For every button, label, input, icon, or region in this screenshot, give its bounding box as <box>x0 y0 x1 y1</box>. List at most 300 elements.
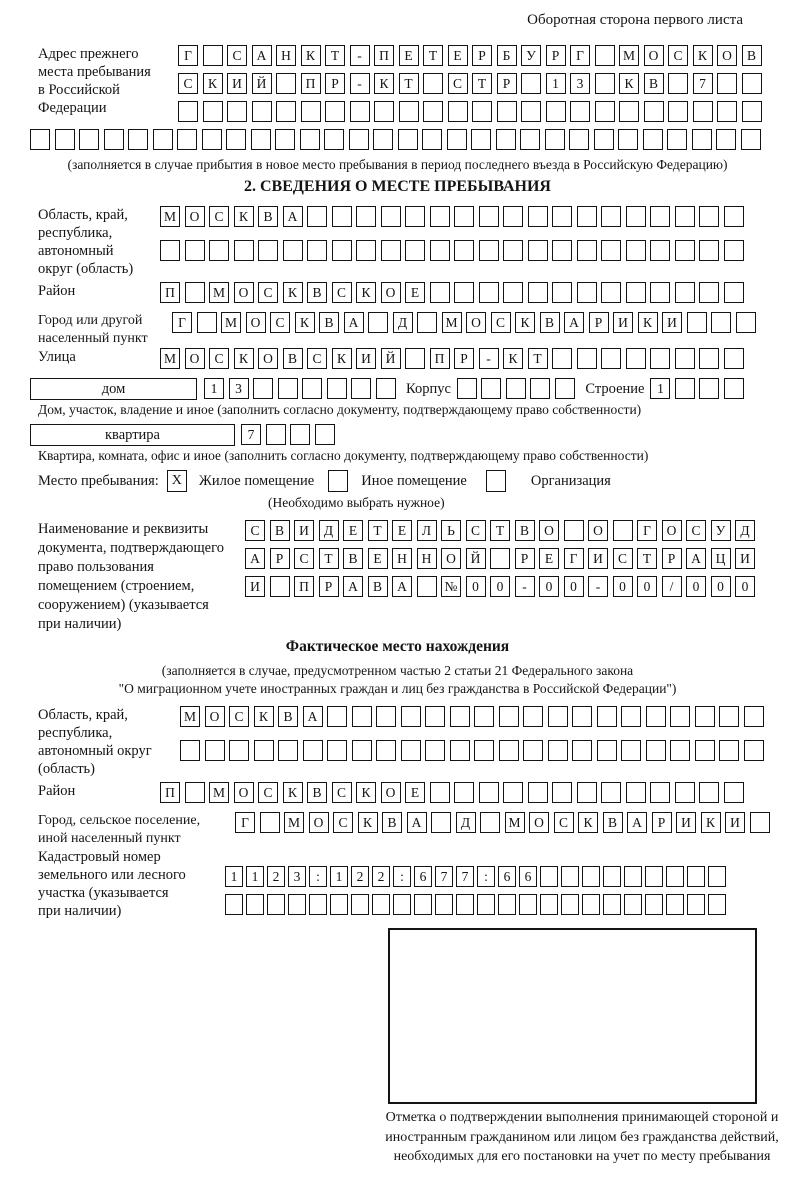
char-cell[interactable] <box>393 894 411 915</box>
char-cell[interactable] <box>253 378 273 399</box>
char-cell[interactable]: О <box>539 520 559 541</box>
char-cell[interactable]: К <box>234 206 254 227</box>
char-cell[interactable]: П <box>160 782 180 803</box>
char-cell[interactable]: 1 <box>204 378 224 399</box>
char-cell[interactable] <box>479 206 499 227</box>
char-cell[interactable] <box>699 206 719 227</box>
char-cell[interactable]: Е <box>539 548 559 569</box>
char-cell[interactable] <box>227 101 247 122</box>
char-cell[interactable]: Ц <box>711 548 731 569</box>
char-cell[interactable]: И <box>294 520 314 541</box>
char-cell[interactable]: Е <box>405 282 425 303</box>
char-cell[interactable]: В <box>307 282 327 303</box>
char-cell[interactable] <box>687 312 707 333</box>
char-cell[interactable]: С <box>294 548 314 569</box>
char-cell[interactable] <box>450 740 470 761</box>
char-cell[interactable] <box>330 894 348 915</box>
checkbox-organization[interactable] <box>486 470 506 492</box>
char-cell[interactable]: В <box>278 706 298 727</box>
char-cell[interactable] <box>552 206 572 227</box>
char-cell[interactable] <box>301 101 321 122</box>
char-cell[interactable]: К <box>254 706 274 727</box>
char-cell[interactable]: Й <box>381 348 401 369</box>
char-cell[interactable] <box>325 101 345 122</box>
char-cell[interactable] <box>30 129 50 150</box>
char-cell[interactable]: : <box>477 866 495 887</box>
char-cell[interactable] <box>521 101 541 122</box>
char-cell[interactable] <box>454 240 474 261</box>
char-cell[interactable] <box>626 240 646 261</box>
char-cell[interactable]: К <box>374 73 394 94</box>
char-cell[interactable] <box>719 706 739 727</box>
char-cell[interactable] <box>290 424 310 445</box>
char-cell[interactable]: Т <box>490 520 510 541</box>
char-cell[interactable] <box>474 740 494 761</box>
char-cell[interactable] <box>594 129 614 150</box>
char-cell[interactable] <box>545 129 565 150</box>
char-cell[interactable] <box>741 129 761 150</box>
char-cell[interactable] <box>555 378 575 399</box>
char-cell[interactable] <box>519 894 537 915</box>
char-cell[interactable] <box>430 206 450 227</box>
char-cell[interactable]: Г <box>178 45 198 66</box>
char-cell[interactable] <box>744 740 764 761</box>
char-cell[interactable]: 2 <box>372 866 390 887</box>
char-cell[interactable] <box>499 706 519 727</box>
char-cell[interactable]: О <box>185 348 205 369</box>
char-cell[interactable]: К <box>619 73 639 94</box>
char-cell[interactable]: И <box>588 548 608 569</box>
char-cell[interactable] <box>724 782 744 803</box>
char-cell[interactable] <box>540 894 558 915</box>
char-cell[interactable] <box>479 782 499 803</box>
char-cell[interactable]: С <box>258 782 278 803</box>
char-cell[interactable]: О <box>309 812 329 833</box>
char-cell[interactable]: Б <box>497 45 517 66</box>
char-cell[interactable] <box>719 740 739 761</box>
char-cell[interactable]: Т <box>423 45 443 66</box>
char-cell[interactable]: 0 <box>490 576 510 597</box>
char-cell[interactable] <box>401 706 421 727</box>
char-cell[interactable] <box>430 240 450 261</box>
char-cell[interactable] <box>724 240 744 261</box>
char-cell[interactable] <box>450 706 470 727</box>
char-cell[interactable] <box>275 129 295 150</box>
char-cell[interactable] <box>621 740 641 761</box>
char-cell[interactable]: А <box>283 206 303 227</box>
char-cell[interactable] <box>414 894 432 915</box>
char-cell[interactable]: О <box>529 812 549 833</box>
char-cell[interactable]: И <box>662 312 682 333</box>
char-cell[interactable] <box>670 706 690 727</box>
char-cell[interactable]: С <box>448 73 468 94</box>
char-cell[interactable]: 2 <box>351 866 369 887</box>
char-cell[interactable]: Д <box>456 812 476 833</box>
char-cell[interactable] <box>570 101 590 122</box>
char-cell[interactable] <box>650 348 670 369</box>
char-cell[interactable]: М <box>505 812 525 833</box>
char-cell[interactable] <box>474 706 494 727</box>
char-cell[interactable]: К <box>503 348 523 369</box>
char-cell[interactable]: М <box>209 282 229 303</box>
char-cell[interactable] <box>258 240 278 261</box>
char-cell[interactable] <box>552 240 572 261</box>
char-cell[interactable] <box>373 129 393 150</box>
char-cell[interactable] <box>695 706 715 727</box>
char-cell[interactable] <box>742 73 762 94</box>
char-cell[interactable]: Й <box>466 548 486 569</box>
char-cell[interactable]: К <box>693 45 713 66</box>
char-cell[interactable]: Ь <box>441 520 461 541</box>
char-cell[interactable]: Е <box>392 520 412 541</box>
char-cell[interactable] <box>254 740 274 761</box>
char-cell[interactable] <box>742 101 762 122</box>
char-cell[interactable]: Е <box>405 782 425 803</box>
char-cell[interactable]: 1 <box>246 866 264 887</box>
char-cell[interactable] <box>178 101 198 122</box>
char-cell[interactable]: 3 <box>570 73 590 94</box>
char-cell[interactable]: А <box>343 576 363 597</box>
char-cell[interactable]: О <box>205 706 225 727</box>
char-cell[interactable]: 0 <box>564 576 584 597</box>
char-cell[interactable] <box>717 101 737 122</box>
char-cell[interactable]: Г <box>637 520 657 541</box>
char-cell[interactable]: И <box>676 812 696 833</box>
char-cell[interactable] <box>692 129 712 150</box>
char-cell[interactable] <box>528 782 548 803</box>
char-cell[interactable]: И <box>356 348 376 369</box>
char-cell[interactable]: С <box>466 520 486 541</box>
char-cell[interactable] <box>422 129 442 150</box>
char-cell[interactable]: С <box>613 548 633 569</box>
char-cell[interactable] <box>564 520 584 541</box>
char-cell[interactable]: А <box>627 812 647 833</box>
char-cell[interactable]: К <box>234 348 254 369</box>
char-cell[interactable]: С <box>491 312 511 333</box>
char-cell[interactable]: - <box>588 576 608 597</box>
char-cell[interactable]: 0 <box>466 576 486 597</box>
char-cell[interactable] <box>405 348 425 369</box>
char-cell[interactable] <box>490 548 510 569</box>
char-cell[interactable] <box>644 101 664 122</box>
char-cell[interactable] <box>332 206 352 227</box>
char-cell[interactable] <box>497 101 517 122</box>
char-cell[interactable]: В <box>644 73 664 94</box>
char-cell[interactable]: 1 <box>330 866 348 887</box>
char-cell[interactable] <box>582 866 600 887</box>
char-cell[interactable]: / <box>662 576 682 597</box>
char-cell[interactable]: Р <box>325 73 345 94</box>
char-cell[interactable]: Р <box>652 812 672 833</box>
char-cell[interactable]: И <box>725 812 745 833</box>
char-cell[interactable]: С <box>245 520 265 541</box>
char-cell[interactable]: П <box>430 348 450 369</box>
char-cell[interactable] <box>479 282 499 303</box>
char-cell[interactable]: Е <box>448 45 468 66</box>
char-cell[interactable] <box>454 282 474 303</box>
char-cell[interactable]: В <box>540 312 560 333</box>
char-cell[interactable]: О <box>717 45 737 66</box>
char-cell[interactable] <box>595 73 615 94</box>
char-cell[interactable]: С <box>668 45 688 66</box>
char-cell[interactable] <box>456 894 474 915</box>
char-cell[interactable] <box>160 240 180 261</box>
char-cell[interactable]: А <box>686 548 706 569</box>
char-cell[interactable]: И <box>613 312 633 333</box>
char-cell[interactable]: О <box>662 520 682 541</box>
char-cell[interactable]: 0 <box>711 576 731 597</box>
char-cell[interactable]: В <box>343 548 363 569</box>
char-cell[interactable] <box>309 894 327 915</box>
char-cell[interactable] <box>327 706 347 727</box>
char-cell[interactable] <box>650 282 670 303</box>
char-cell[interactable] <box>498 894 516 915</box>
char-cell[interactable] <box>315 424 335 445</box>
char-cell[interactable] <box>668 101 688 122</box>
char-cell[interactable] <box>270 576 290 597</box>
char-cell[interactable] <box>332 240 352 261</box>
char-cell[interactable] <box>423 101 443 122</box>
char-cell[interactable] <box>645 866 663 887</box>
char-cell[interactable] <box>521 73 541 94</box>
char-cell[interactable]: М <box>284 812 304 833</box>
char-cell[interactable] <box>372 894 390 915</box>
char-cell[interactable] <box>699 240 719 261</box>
char-cell[interactable] <box>405 240 425 261</box>
char-cell[interactable] <box>540 866 558 887</box>
char-cell[interactable] <box>185 240 205 261</box>
char-cell[interactable]: М <box>619 45 639 66</box>
char-cell[interactable]: № <box>441 576 461 597</box>
char-cell[interactable]: А <box>392 576 412 597</box>
char-cell[interactable]: О <box>234 782 254 803</box>
char-cell[interactable]: В <box>283 348 303 369</box>
char-cell[interactable] <box>624 894 642 915</box>
char-cell[interactable] <box>548 706 568 727</box>
char-cell[interactable] <box>724 282 744 303</box>
char-cell[interactable]: Р <box>497 73 517 94</box>
char-cell[interactable]: Г <box>235 812 255 833</box>
char-cell[interactable] <box>650 240 670 261</box>
char-cell[interactable]: А <box>245 548 265 569</box>
char-cell[interactable]: Т <box>325 45 345 66</box>
char-cell[interactable] <box>523 706 543 727</box>
char-cell[interactable] <box>252 101 272 122</box>
char-cell[interactable]: 3 <box>288 866 306 887</box>
char-cell[interactable]: 7 <box>435 866 453 887</box>
char-cell[interactable]: В <box>258 206 278 227</box>
char-cell[interactable]: Г <box>570 45 590 66</box>
char-cell[interactable] <box>597 706 617 727</box>
char-cell[interactable] <box>699 282 719 303</box>
char-cell[interactable]: 1 <box>546 73 566 94</box>
char-cell[interactable] <box>352 706 372 727</box>
char-cell[interactable] <box>693 101 713 122</box>
char-cell[interactable]: О <box>466 312 486 333</box>
char-cell[interactable] <box>601 240 621 261</box>
char-cell[interactable] <box>675 348 695 369</box>
char-cell[interactable]: 6 <box>414 866 432 887</box>
char-cell[interactable] <box>695 740 715 761</box>
char-cell[interactable]: 7 <box>456 866 474 887</box>
char-cell[interactable]: В <box>382 812 402 833</box>
char-cell[interactable] <box>302 378 322 399</box>
char-cell[interactable]: В <box>368 576 388 597</box>
char-cell[interactable] <box>417 312 437 333</box>
char-cell[interactable] <box>552 282 572 303</box>
char-cell[interactable]: К <box>203 73 223 94</box>
char-cell[interactable] <box>225 894 243 915</box>
char-cell[interactable] <box>626 782 646 803</box>
char-cell[interactable]: К <box>295 312 315 333</box>
char-cell[interactable] <box>417 576 437 597</box>
char-cell[interactable] <box>226 129 246 150</box>
char-cell[interactable] <box>431 812 451 833</box>
char-cell[interactable]: С <box>258 282 278 303</box>
char-cell[interactable]: Т <box>472 73 492 94</box>
char-cell[interactable] <box>645 894 663 915</box>
char-cell[interactable]: С <box>209 348 229 369</box>
house-type-box[interactable]: дом <box>30 378 197 400</box>
char-cell[interactable]: Р <box>515 548 535 569</box>
char-cell[interactable] <box>572 740 592 761</box>
char-cell[interactable]: П <box>301 73 321 94</box>
char-cell[interactable]: К <box>701 812 721 833</box>
char-cell[interactable]: С <box>270 312 290 333</box>
char-cell[interactable] <box>425 706 445 727</box>
char-cell[interactable]: В <box>307 782 327 803</box>
char-cell[interactable]: У <box>711 520 731 541</box>
char-cell[interactable] <box>668 73 688 94</box>
char-cell[interactable]: - <box>515 576 535 597</box>
char-cell[interactable] <box>546 101 566 122</box>
char-cell[interactable] <box>300 129 320 150</box>
char-cell[interactable] <box>595 45 615 66</box>
char-cell[interactable] <box>499 740 519 761</box>
char-cell[interactable]: П <box>374 45 394 66</box>
char-cell[interactable] <box>552 348 572 369</box>
char-cell[interactable]: И <box>227 73 247 94</box>
char-cell[interactable]: К <box>356 282 376 303</box>
char-cell[interactable] <box>381 240 401 261</box>
char-cell[interactable] <box>447 129 467 150</box>
char-cell[interactable] <box>481 378 501 399</box>
char-cell[interactable] <box>480 812 500 833</box>
char-cell[interactable] <box>251 129 271 150</box>
char-cell[interactable]: М <box>160 348 180 369</box>
char-cell[interactable] <box>577 348 597 369</box>
char-cell[interactable] <box>352 740 372 761</box>
char-cell[interactable] <box>185 782 205 803</box>
char-cell[interactable]: К <box>283 782 303 803</box>
char-cell[interactable]: О <box>381 282 401 303</box>
char-cell[interactable]: - <box>479 348 499 369</box>
char-cell[interactable] <box>687 894 705 915</box>
char-cell[interactable] <box>601 348 621 369</box>
char-cell[interactable] <box>699 378 719 399</box>
char-cell[interactable] <box>595 101 615 122</box>
char-cell[interactable]: Р <box>546 45 566 66</box>
char-cell[interactable] <box>203 101 223 122</box>
char-cell[interactable]: В <box>742 45 762 66</box>
char-cell[interactable]: 6 <box>498 866 516 887</box>
char-cell[interactable] <box>548 740 568 761</box>
char-cell[interactable]: И <box>245 576 265 597</box>
char-cell[interactable] <box>577 240 597 261</box>
char-cell[interactable] <box>582 894 600 915</box>
char-cell[interactable]: В <box>515 520 535 541</box>
char-cell[interactable]: М <box>209 782 229 803</box>
char-cell[interactable] <box>288 894 306 915</box>
char-cell[interactable] <box>528 240 548 261</box>
char-cell[interactable]: О <box>185 206 205 227</box>
char-cell[interactable] <box>177 129 197 150</box>
char-cell[interactable] <box>153 129 173 150</box>
char-cell[interactable] <box>624 866 642 887</box>
char-cell[interactable]: Г <box>564 548 584 569</box>
char-cell[interactable]: Н <box>276 45 296 66</box>
char-cell[interactable] <box>666 866 684 887</box>
char-cell[interactable]: С <box>209 206 229 227</box>
char-cell[interactable]: 7 <box>241 424 261 445</box>
char-cell[interactable] <box>376 706 396 727</box>
char-cell[interactable]: А <box>303 706 323 727</box>
char-cell[interactable] <box>724 348 744 369</box>
char-cell[interactable]: О <box>258 348 278 369</box>
char-cell[interactable] <box>530 378 550 399</box>
char-cell[interactable] <box>234 240 254 261</box>
char-cell[interactable]: Т <box>399 73 419 94</box>
char-cell[interactable] <box>561 894 579 915</box>
char-cell[interactable] <box>520 129 540 150</box>
char-cell[interactable]: О <box>381 782 401 803</box>
char-cell[interactable] <box>430 282 450 303</box>
char-cell[interactable] <box>350 101 370 122</box>
char-cell[interactable] <box>699 348 719 369</box>
char-cell[interactable] <box>401 740 421 761</box>
char-cell[interactable]: Е <box>368 548 388 569</box>
char-cell[interactable] <box>650 206 670 227</box>
char-cell[interactable] <box>569 129 589 150</box>
char-cell[interactable] <box>603 894 621 915</box>
char-cell[interactable]: 0 <box>539 576 559 597</box>
char-cell[interactable]: С <box>332 282 352 303</box>
char-cell[interactable]: 2 <box>267 866 285 887</box>
char-cell[interactable]: 1 <box>225 866 243 887</box>
char-cell[interactable] <box>307 206 327 227</box>
char-cell[interactable]: - <box>350 45 370 66</box>
char-cell[interactable] <box>646 740 666 761</box>
char-cell[interactable]: И <box>735 548 755 569</box>
char-cell[interactable] <box>374 101 394 122</box>
char-cell[interactable]: С <box>332 782 352 803</box>
char-cell[interactable]: А <box>407 812 427 833</box>
char-cell[interactable] <box>666 894 684 915</box>
char-cell[interactable]: Д <box>393 312 413 333</box>
char-cell[interactable]: П <box>294 576 314 597</box>
char-cell[interactable] <box>276 73 296 94</box>
char-cell[interactable]: Л <box>417 520 437 541</box>
char-cell[interactable] <box>351 894 369 915</box>
char-cell[interactable] <box>356 240 376 261</box>
char-cell[interactable] <box>577 206 597 227</box>
char-cell[interactable] <box>626 282 646 303</box>
char-cell[interactable]: А <box>344 312 364 333</box>
char-cell[interactable]: М <box>180 706 200 727</box>
char-cell[interactable]: Д <box>319 520 339 541</box>
char-cell[interactable]: 6 <box>519 866 537 887</box>
char-cell[interactable]: О <box>234 282 254 303</box>
